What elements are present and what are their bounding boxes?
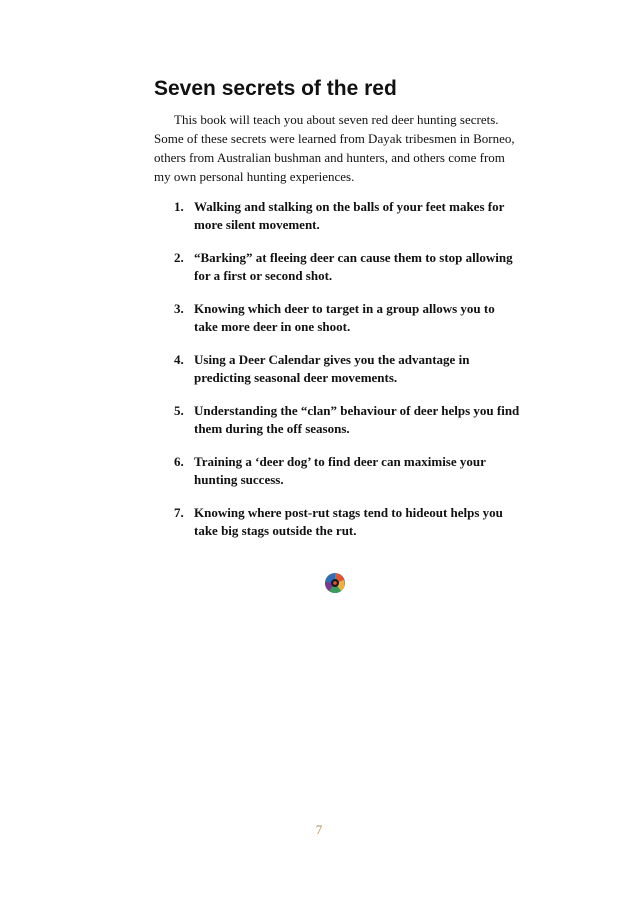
list-item-text: Knowing which deer to target in a group allows you to take more deer in one shoot.: [194, 301, 495, 334]
list-item-text: Understanding the “clan” behaviour of deer helps you find them during the off seasons.: [194, 403, 520, 436]
list-item-text: Walking and stalking on the balls of your feet makes for more silent movement.: [194, 199, 505, 232]
list-item-number: 1.: [174, 199, 184, 214]
intro-line: others from Australian bushman and hunters, and others come from: [154, 150, 505, 165]
list-item-number: 6.: [174, 454, 184, 469]
intro-line: my own personal hunting experiences.: [154, 169, 355, 184]
list-item-text: Knowing where post-rut stags tend to hideout helps you take big stags outside the rut.: [194, 505, 503, 538]
list-item-text: Using a Deer Calendar gives you the advantage in predicting seasonal deer movements.: [194, 352, 470, 385]
intro-line: Some of these secrets were learned from Dayak tribesmen in Borneo,: [154, 131, 515, 146]
list-item-number: 5.: [174, 403, 184, 418]
list-item-text: Training a ‘deer dog’ to find deer can maximise your hunting success.: [194, 454, 486, 487]
page-number: 7: [315, 822, 323, 837]
intro-line: This book will teach you about seven red deer hunting secrets.: [174, 112, 499, 127]
page-title: Seven secrets of the red: [154, 77, 397, 100]
list-item-number: 2.: [174, 250, 184, 265]
list-item-text: “Barking” at fleeing deer can cause them to stop allowing for a first or second shot.: [194, 250, 513, 283]
list-item-number: 3.: [174, 301, 184, 316]
intro-paragraph: [154, 110, 534, 186]
round-emblem-icon: [324, 572, 346, 594]
list-item-number: 4.: [174, 352, 184, 367]
list-item-number: 7.: [174, 505, 184, 520]
